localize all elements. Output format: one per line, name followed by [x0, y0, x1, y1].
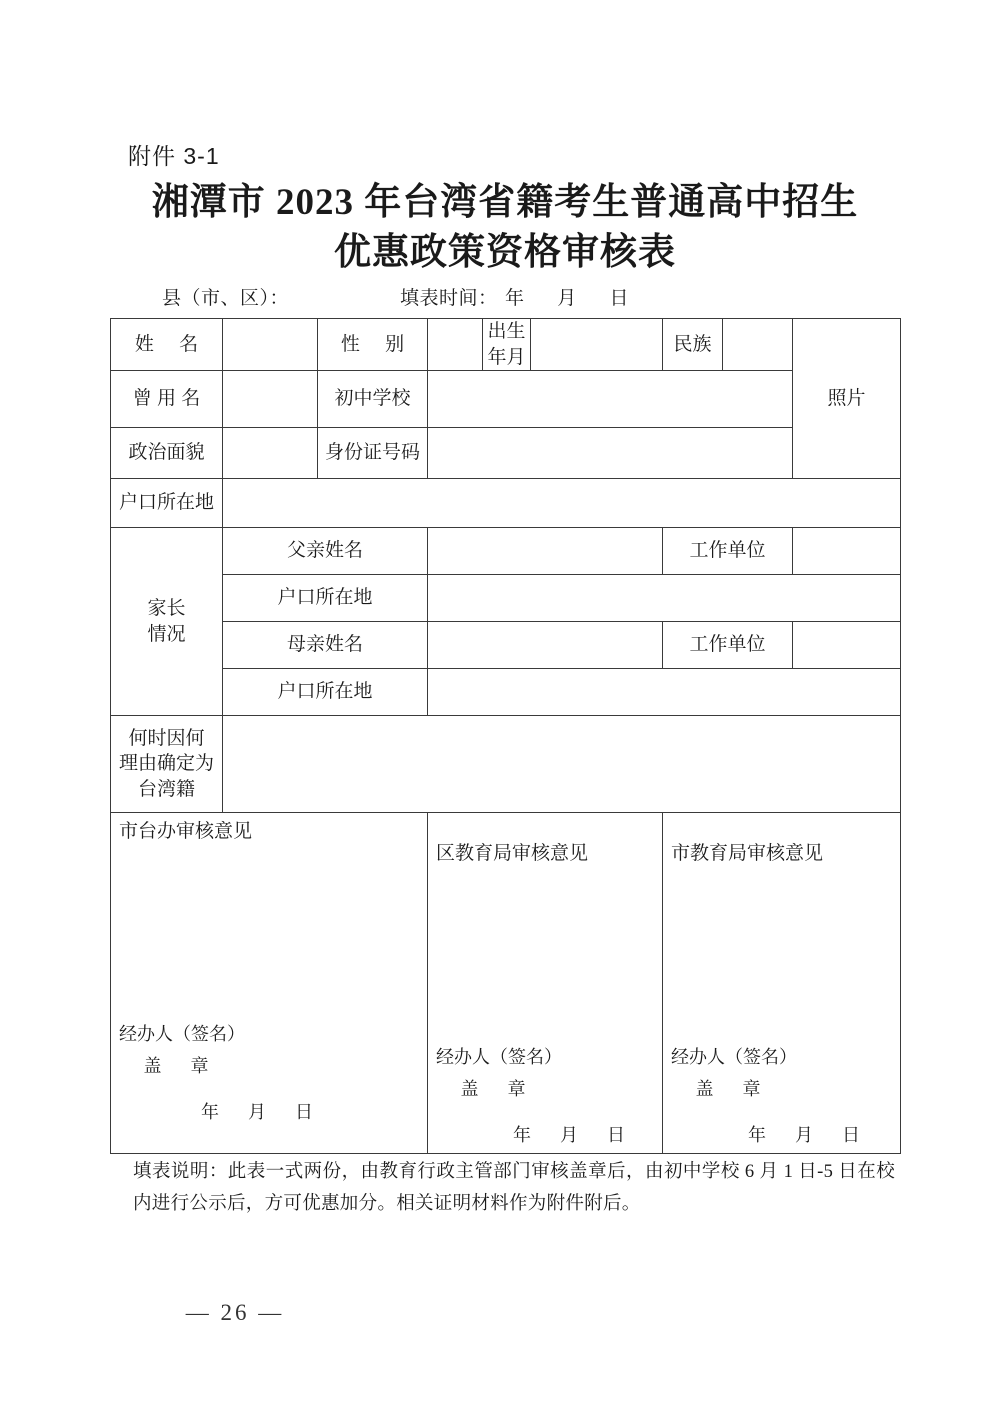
birth-date-label-line-1: 出生 [487, 321, 526, 342]
opinion-cell-city-education-bureau[interactable] [663, 813, 901, 1154]
father-name-label: 父亲姓名 [223, 528, 428, 575]
page-title [110, 178, 900, 278]
taiwan-reason-label-line-2: 理由确定为 [118, 753, 214, 775]
taiwan-reason-label [111, 716, 223, 813]
mother-name-label: 母亲姓名 [223, 622, 428, 669]
ethnicity-label: 民族 [663, 319, 723, 371]
middle-school-field[interactable] [428, 371, 793, 428]
birth-date-label [483, 319, 531, 371]
attachment-label: 附件 3-1 [128, 143, 220, 169]
mother-residence-field[interactable] [428, 669, 901, 716]
table-row-opinions [111, 813, 901, 1154]
parents-group-label-line-2: 情况 [147, 623, 186, 645]
signer-label-city-taiwan-office: 经办人（签名） [119, 1024, 245, 1045]
birth-date-field[interactable] [531, 319, 663, 371]
table-row-mother-name [111, 622, 901, 669]
table-row-father-residence [111, 575, 901, 622]
table-row-taiwan-reason [111, 716, 901, 813]
table-row-father-name [111, 528, 901, 575]
opinion-cell-city-taiwan-office[interactable] [111, 813, 428, 1154]
political-status-field[interactable] [223, 428, 318, 479]
form-instructions: 填表说明：此表一式两份，由教育行政主管部门审核盖章后，由初中学校 6 月 1 日-5 日在校内进行公示后，方可优惠加分。相关证明材料作为附件附后。 [133, 1162, 895, 1214]
signature-block-city-education-bureau [671, 1042, 797, 1105]
form-subheader [110, 283, 900, 311]
seal-label-district-education-bureau: 盖 章 [460, 1078, 538, 1099]
father-name-field[interactable] [428, 528, 663, 575]
name-field[interactable] [223, 319, 318, 371]
title-line-2: 优惠政策资格审核表 [334, 232, 676, 273]
taiwan-reason-label-line-1: 何时因何 [128, 727, 205, 749]
middle-school-label: 初中学校 [318, 371, 428, 428]
mother-workplace-field[interactable] [793, 622, 901, 669]
mother-workplace-label: 工作单位 [663, 622, 793, 669]
signature-block-district-education-bureau [436, 1042, 562, 1105]
gender-label: 性 别 [318, 319, 428, 371]
opinion-title-city-taiwan-office: 市台办审核意见 [119, 821, 253, 843]
parents-group-label [111, 528, 223, 716]
opinion-title-city-education-bureau: 市教育局审核意见 [671, 843, 824, 865]
table-row-basic-1 [111, 319, 901, 371]
political-status-label: 政治面貌 [111, 428, 223, 479]
father-workplace-field[interactable] [793, 528, 901, 575]
father-residence-field[interactable] [428, 575, 901, 622]
seal-label-city-taiwan-office: 盖 章 [143, 1055, 221, 1076]
taiwan-reason-field[interactable] [223, 716, 901, 813]
signer-label-city-education-bureau: 经办人（签名） [671, 1047, 797, 1068]
id-number-label: 身份证号码 [318, 428, 428, 479]
residence-field[interactable] [223, 479, 901, 528]
table-row-basic-3 [111, 428, 901, 479]
opinion-title-district-education-bureau: 区教育局审核意见 [436, 843, 589, 865]
residence-label: 户口所在地 [111, 479, 223, 528]
opinion-cell-district-education-bureau[interactable] [428, 813, 663, 1154]
signer-label-district-education-bureau: 经办人（签名） [436, 1047, 562, 1068]
date-line-city-education-bureau: 年 月 日 [748, 1125, 873, 1146]
table-row-mother-residence [111, 669, 901, 716]
signature-block-city-taiwan-office [119, 1019, 245, 1082]
ethnicity-field[interactable] [723, 319, 793, 371]
id-number-field[interactable] [428, 428, 793, 479]
father-residence-label: 户口所在地 [223, 575, 428, 622]
county-label: 县（市、区）： [162, 288, 290, 309]
mother-name-field[interactable] [428, 622, 663, 669]
application-form-table [110, 318, 901, 1154]
father-workplace-label: 工作单位 [663, 528, 793, 575]
birth-date-label-line-2: 年月 [487, 346, 526, 368]
page-number: — 26 — [185, 1300, 285, 1325]
date-line-district-education-bureau: 年 月 日 [513, 1125, 638, 1146]
date-line-city-taiwan-office: 年 月 日 [201, 1102, 326, 1123]
name-label: 姓 名 [111, 319, 223, 371]
table-row-residence [111, 479, 901, 528]
gender-field[interactable] [428, 319, 483, 371]
taiwan-reason-label-line-3: 台湾籍 [137, 779, 195, 801]
photo-placeholder[interactable]: 照片 [793, 319, 901, 479]
former-name-field[interactable] [223, 371, 318, 428]
parents-group-label-line-1: 家长 [147, 598, 186, 620]
table-row-basic-2 [111, 371, 901, 428]
seal-label-city-education-bureau: 盖 章 [695, 1078, 773, 1099]
fill-date-ymd: 年 月 日 [505, 288, 643, 309]
mother-residence-label: 户口所在地 [223, 669, 428, 716]
title-line-1: 湘潭市 2023 年台湾省籍考生普通高中招生 [151, 182, 859, 223]
fill-date-label: 填表时间： [400, 288, 498, 309]
former-name-label: 曾 用 名 [111, 371, 223, 428]
